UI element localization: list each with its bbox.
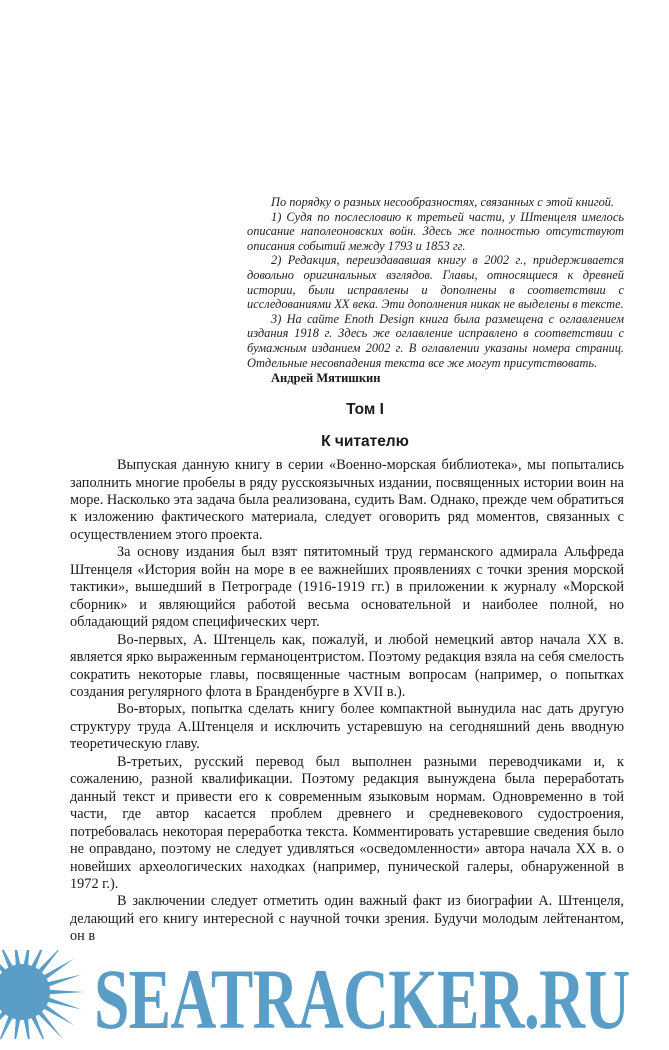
body-paragraph: В-третьих, русский перевод был выполнен разными переводчиками и, к сожалению, разной квалификации. Поэтому редакция вынуждена была переработать данный текст и привести его к современным языковым нормам. Одновременно в той части, где автор касается проблем древнего и средневекового судостроения, потребовалась некоторая переработка текста. Комментировать устаревшие сведения было не оправдано, поэтому не следует удивляться «осведомленности» автора начала XX в. о новейших археологических находках (например, пунической галеры, обнаруженной в 1972 г.). — [70, 753, 624, 892]
body-paragraph: Во-первых, А. Штенцель как, пожалуй, и любой немецкий автор начала XX в. является ярко выраженным германоцентристом. Поэтому редакция взяла на себя смелость сократить некоторые главы, посвященные частным вопросам (например, о попытках создания регулярного флота в Бранденбурге в XVII в.). — [70, 631, 624, 701]
body-paragraph: В заключении следует отметить один важный факт из биографии А. Штенцеля, делающий его книгу интересной с научной точки зрения. Будучи молодым лейтенантом, он в — [70, 893, 624, 945]
section-title: К читателю — [321, 433, 409, 451]
body-paragraph: Во-вторых, попытка сделать книгу более компактной вынудила нас дать другую структуру труда А.Штенцеля и исключить устаревшую на сегодняшний день вводную теоретическую главу. — [70, 701, 624, 753]
note-paragraph: 1) Судя по послесловию к третьей части, у Штенцеля имелось описание наполеоновских войн. Здесь же полностью отсутствуют описания событий между 1793 и 1853 гг. — [247, 209, 624, 253]
note-paragraph: 2) Редакция, переиздававшая книгу в 2002 г., придерживается довольно оригинальных взглядов. Главы, относящиеся к древней истории, были исправлены и дополнены в соответствии с исследованиями XX века. Эти дополнения никак не выделены в тексте. — [247, 253, 624, 312]
volume-title: Том I — [346, 401, 384, 419]
editor-note — [247, 195, 624, 370]
body-paragraph: Выпуская данную книгу в серии «Военно-морская библиотека», мы попытались заполнить многие пробелы в ряду русскоязычных издании, посвященных истории воин на море. Насколько эта задача была реализована, судить Вам. Однако, прежде чем обратиться к изложению фактического материала, следует оговорить ряд моментов, связанных с осуществлением этого проекта. — [70, 457, 624, 543]
watermark — [0, 950, 669, 1050]
body-text — [70, 457, 624, 946]
body-paragraph: За основу издания был взят пятитомный труд германского адмирала Альфреда Штенцеля «История войн на море в ее важнейших проявлениях с точки зрения морской тактики», вышедший в Петрограде (1916-1919 гг.) в приложении к журналу «Морской сборник» и являющийся работой весьма основательной и наиболее полной, но обладающий рядом специфических черт. — [70, 544, 624, 631]
watermark-logo: SEATRACKER.RU — [94, 950, 630, 1047]
note-author: Андрей Мятишкин — [271, 371, 381, 386]
note-paragraph: По порядку о разных несообразностях, связанных с этой книгой. — [271, 195, 615, 209]
note-paragraph: 3) На сайте Enoth Design книга была размещена с оглавлением издания 1918 г. Здесь же оглавление исправлено в соответствии с бумажным изданием 2002 г. В оглавлении указаны номера страниц. Отдельные несовпадения текста все же могут присутствовать. — [247, 311, 624, 370]
